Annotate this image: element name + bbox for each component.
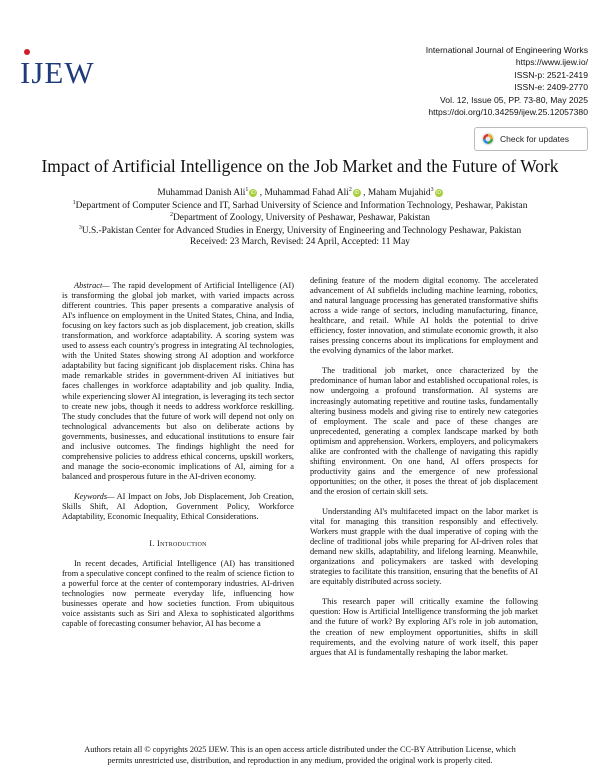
affiliation-1-text: Department of Computer Science and IT, Sarhad University of Science and Information Technology, Peshawar, Pakistan — [75, 201, 528, 212]
author-2: Muhammad Fahad Ali — [264, 188, 349, 199]
affiliation-2 — [0, 212, 600, 223]
journal-info — [426, 44, 588, 118]
affiliation-1-sup: 1 — [72, 200, 76, 206]
affiliation-3 — [0, 225, 600, 236]
affiliation-3-text: U.S.-Pakistan Center for Advanced Studies in Energy, University of Engineering and Technology Peshawar, Pakistan — [81, 226, 522, 237]
right-paragraph-1: defining feature of the modern digital economy. The accelerated advancement of AI subfields including machine learning, robotics, and natural language processing has generated transformative shifts across a wide range of sectors, including manufacturing, finance, healthcare, and retail. While AI holds the potential to drive efficiency, foster innovation, and stimulate economic growth, it also raises pressing concerns about its implications for employment and the evolving dynamics of the labor market. — [310, 276, 538, 356]
issn-electronic: ISSN-e: 2409-2770 — [514, 82, 588, 93]
volume-info: Vol. 12, Issue 05, PP. 73-80, May 2025 — [440, 94, 588, 105]
doi-link[interactable]: https://doi.org/10.34259/ijew.25.12057380 — [428, 107, 588, 118]
section-heading: I. Introduction — [149, 539, 207, 549]
affiliation-3-sup: 3 — [78, 225, 82, 231]
orcid-icon[interactable]: iD — [436, 190, 441, 197]
paper-title: Impact of Artificial Intelligence on the Job Market and the Future of Work — [41, 156, 559, 176]
orcid-icon[interactable]: iD — [251, 190, 256, 197]
affiliation-2-text: Department of Zoology, University of Peshawar, Peshawar, Pakistan — [173, 213, 430, 224]
affiliation-2-sup: 2 — [170, 212, 174, 218]
logo-dot — [24, 49, 30, 55]
check-for-updates-button[interactable] — [474, 127, 588, 151]
right-paragraph-4: This research paper will critically examine the following question: How is Artificial Intelligence transforming the job market and the future of work? By exploring AI's role in job automation, the creation of new employment opportunities, shifts in skill requirements, and the evolving nature of work itself, this paper argues that AI is fundamentally reshaping the labor market. — [310, 597, 538, 657]
left-column — [62, 281, 294, 629]
check-updates-label: Check for updates — [500, 134, 569, 144]
journal-logo — [20, 55, 95, 91]
check-updates-icon — [481, 132, 495, 146]
abstract-label: Abstract— — [74, 281, 110, 290]
copyright-footer — [30, 744, 570, 766]
author-line: Muhammad Danish Ali$^1$iD , Muhammad Fahad Ali$^2$iD , Maham Mujahid$^3$iD — [157, 187, 441, 199]
abstract — [62, 281, 294, 482]
author-3: Maham Mujahid — [367, 188, 431, 199]
footer-line-2: permits unrestricted use, distribution, and reproduction in any medium, provided the original work is properly cited. — [107, 756, 493, 765]
author-3-sup: 3 — [430, 187, 434, 193]
keywords — [62, 492, 294, 522]
intro-paragraph: In recent decades, Artificial Intelligence (AI) has transitioned from a speculative concept confined to the realm of science fiction to a powerful force at the center of contemporary industries. AI-driven technologies now permeate everyday life, influencing how businesses operate and how societies function. From ubiquitous voice assistants such as Siri and Alexa to sophisticated algorithms capable of forecasting consumer behavior, AI has become a — [62, 559, 294, 629]
orcid-icon[interactable]: iD — [354, 190, 360, 197]
author-1: Muhammad Danish Ali — [157, 188, 246, 199]
author-2-sup: 2 — [348, 187, 352, 193]
right-paragraph-2: The traditional job market, once characterized by the predominance of human labor and established occupational roles, is now undergoing a profound transformation. AI systems are increasingly automating repetitive and routine tasks, fundamentally altering business models and giving rise to entirely new categories of employment. The scale and pace of these changes are unprecedented, generating a complex landscape marked by both optimism and apprehension. Workers, employers, and policymakers alike are confronted with the challenge of navigating this rapidly shifting environment. On one hand, AI offers prospects for productivity gains and the emergence of new professional opportunities; on the other, it poses the threat of job displacement and the erosion of certain skill sets. — [310, 366, 538, 496]
journal-url[interactable]: https://www.ijew.io/ — [515, 57, 588, 68]
logo-text: IJEW — [20, 55, 95, 90]
right-paragraph-3: Understanding AI's multifaceted impact on the labor market is vital for managing this transition responsibly and effectively. Workers must grapple with the dual imperative of coping with the decline of traditional jobs while preparing for AI-driven roles that demand new skills, adaptability, and lifelong learning. Meanwhile, organizations and policymakers are tasked with developing strategies to facilitate this transition, ensuring that the benefits of AI are equitably distributed across society. — [310, 506, 538, 587]
issn-print: ISSN-p: 2521-2419 — [514, 69, 588, 80]
keywords-label: Keywords— — [74, 491, 115, 501]
right-column — [310, 276, 538, 658]
keywords-text: AI Impact on Jobs, Job Displacement, Job Creation, Skills Shift, AI Adoption, Government Policy, Workforce Adaptability, Economic Inequality, Ethical Considerations. — [62, 491, 294, 522]
journal-name: International Journal of Engineering Works — [425, 45, 588, 55]
affiliation-1 — [0, 200, 600, 211]
author-1-sup: 1 — [245, 187, 249, 193]
abstract-text: The rapid development of Artificial Intelligence (AI) is transforming the global job market, with varied impacts across different countries. This paper presents a comparative analysis of AI's influence on employment in the United States, China, and India, focusing on key factors such as job displacement, job creation, skills transformation, and workforce adaptability. A scoring system was used to assess each country's progress in integrating AI technologies, with the United States showing strong AI adoption and workforce adaptability but facing significant job displacement risks. China has made remarkable strides in government-driven AI initiatives but faces challenges in workforce adaptability and job quality. India, while experiencing slower AI integration, is leveraging its tech sector to create new jobs, though it needs to address workforce reskilling. The study concludes that the future of work will depend not only on technological advancements but also on deliberate actions by governments, businesses, and educational institutions to ensure fair and inclusive outcomes. The findings highlight the need for comprehensive policies to address ethical concerns, upskill workers, and manage the socio-economic implications of AI, aiming for a balanced and prosperous future in the AI-driven economy. — [62, 281, 294, 481]
received-dates: Received: 23 March, Revised: 24 April, Accepted: 11 May — [190, 237, 410, 247]
footer-line-1: Authors retain all © copyrights 2025 IJEW. This is an open access article distributed under the CC-BY Attribution License, which — [84, 745, 516, 754]
